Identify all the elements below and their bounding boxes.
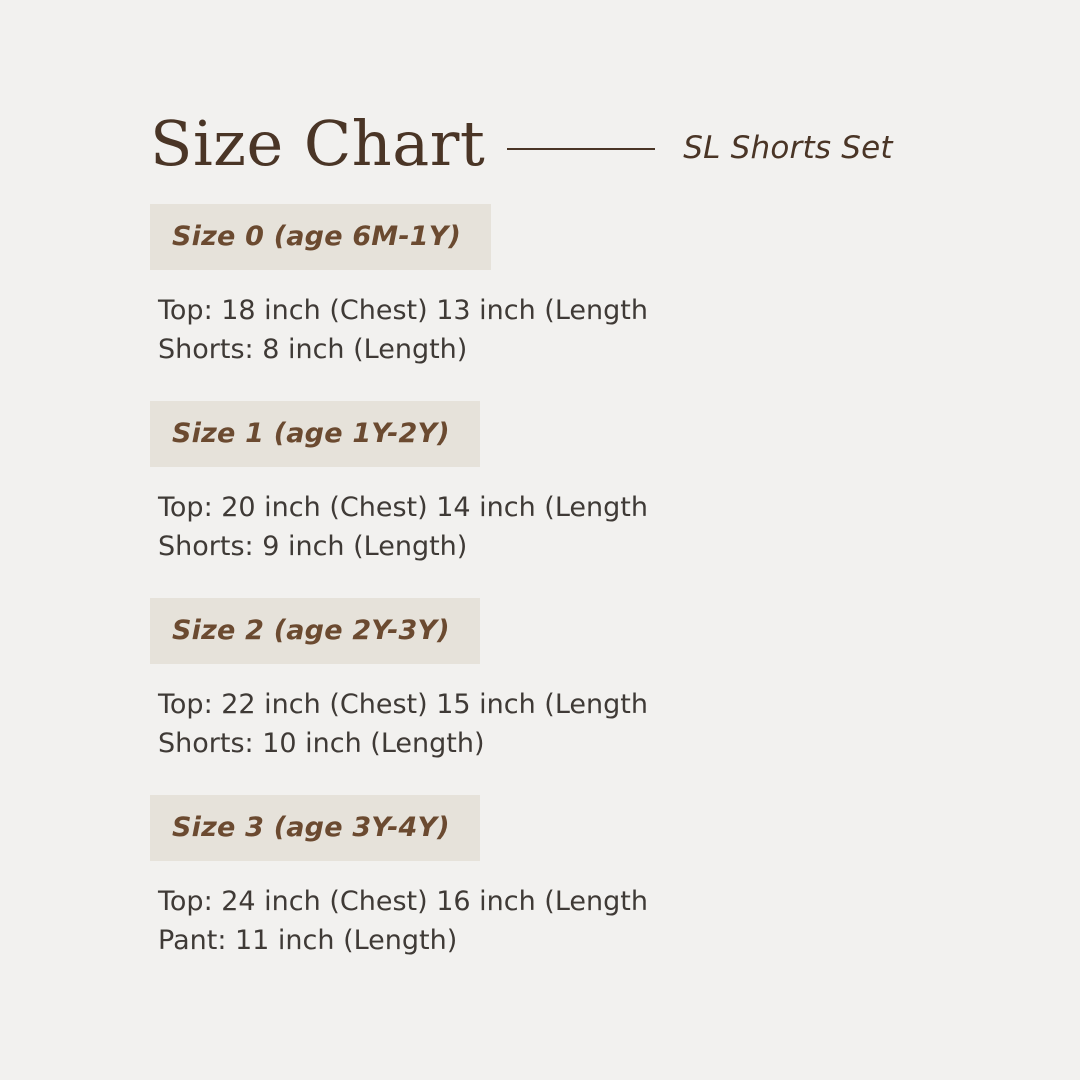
size-heading: Size 0 (age 6M-1Y) xyxy=(150,204,491,270)
product-name: SL Shorts Set xyxy=(683,130,893,166)
measurement-line-bottom: Shorts: 10 inch (Length) xyxy=(158,727,485,759)
size-heading: Size 3 (age 3Y-4Y) xyxy=(150,795,480,861)
chart-header xyxy=(150,104,970,184)
measurement-line-bottom: Shorts: 8 inch (Length) xyxy=(158,333,468,365)
measurement-line-top: Top: 18 inch (Chest) 13 inch (Length xyxy=(158,295,648,327)
size-block xyxy=(150,598,1010,763)
size-measurements xyxy=(150,292,1010,369)
measurement-line-top: Top: 20 inch (Chest) 14 inch (Length xyxy=(158,492,648,524)
size-heading: Size 1 (age 1Y-2Y) xyxy=(150,401,480,467)
title-divider xyxy=(507,148,655,150)
size-list xyxy=(150,204,1010,992)
measurement-line-bottom: Shorts: 9 inch (Length) xyxy=(158,530,468,562)
size-block xyxy=(150,204,1010,369)
measurement-line-top: Top: 22 inch (Chest) 15 inch (Length xyxy=(158,689,648,721)
size-measurements xyxy=(150,686,1010,763)
size-measurements xyxy=(150,883,1010,960)
page-title: Size Chart xyxy=(150,107,486,180)
size-block xyxy=(150,795,1010,960)
size-block xyxy=(150,401,1010,566)
measurement-line-bottom: Pant: 11 inch (Length) xyxy=(158,924,458,956)
size-heading: Size 2 (age 2Y-3Y) xyxy=(150,598,480,664)
size-measurements xyxy=(150,489,1010,566)
measurement-line-top: Top: 24 inch (Chest) 16 inch (Length xyxy=(158,886,648,918)
